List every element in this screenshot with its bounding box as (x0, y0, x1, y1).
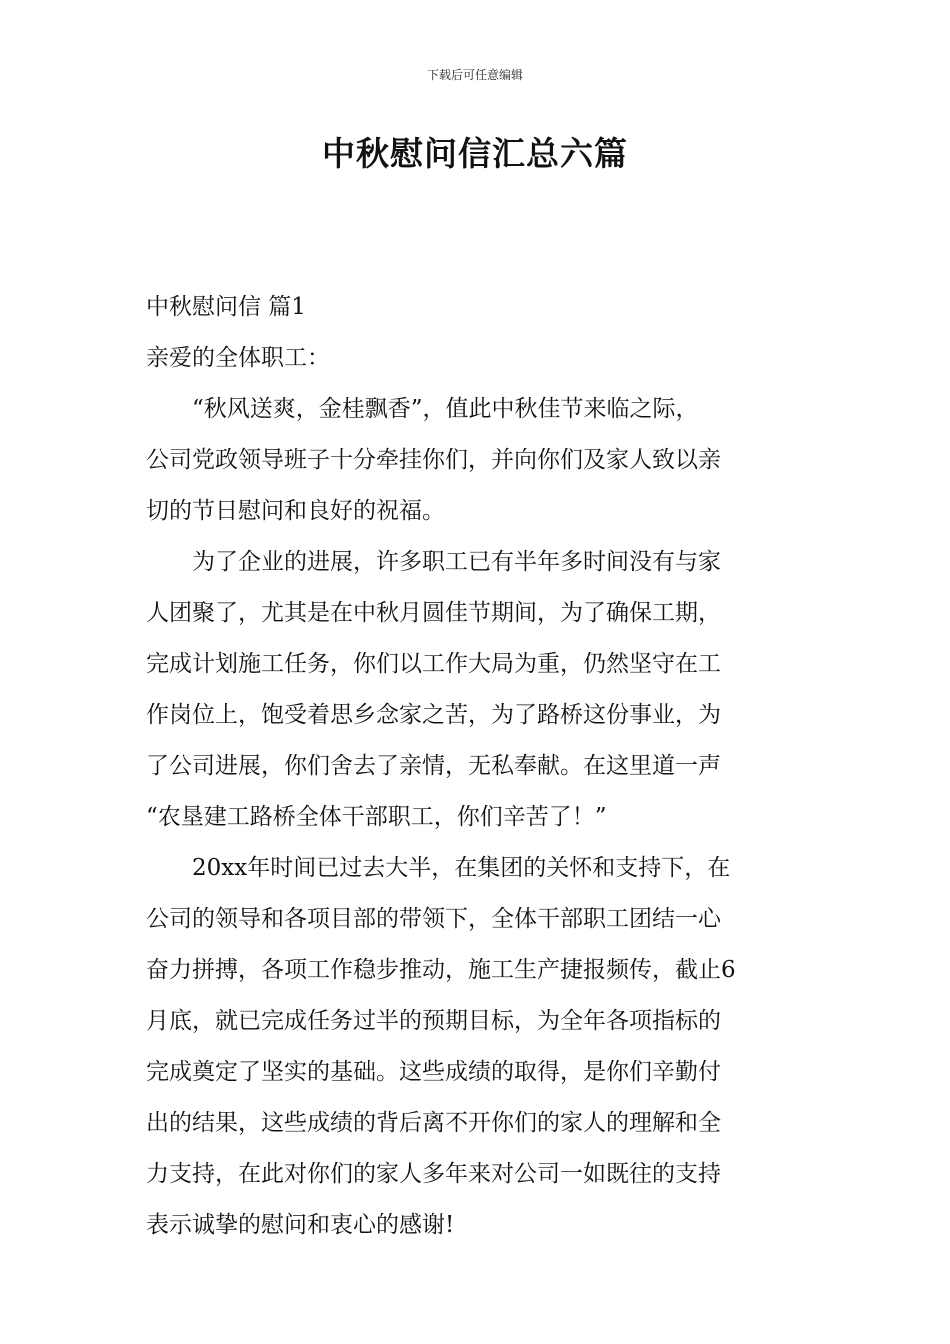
paragraph-2 (146, 537, 808, 843)
paragraph-line: 月底，就已完成任务过半的预期目标，为全年各项指标的 (146, 1008, 721, 1034)
paragraph-line: 公司的领导和各项目部的带领下，全体干部职工团结一心 (146, 906, 721, 932)
header-note: 下载后可任意编辑 (426, 68, 523, 82)
paragraph-1 (146, 384, 808, 537)
document-body (146, 282, 808, 1251)
document-title: 中秋慰问信汇总六篇 (322, 134, 628, 173)
paragraph-line: 奋力拼搏，各项工作稳步推动，施工生产捷报频传，截止6 (146, 957, 736, 983)
paragraph-line: 了公司进展，你们舍去了亲情，无私奉献。在这里道一声 (146, 753, 721, 779)
paragraph-line: 人团聚了，尤其是在中秋月圆佳节期间，为了确保工期， (146, 600, 721, 626)
salutation: 亲爱的全体职工： (146, 345, 330, 371)
paragraph-line: 作岗位上，饱受着思乡念家之苦，为了路桥这份事业，为 (146, 702, 721, 728)
paragraph-line: 为了企业的进展，许多职工已有半年多时间没有与家 (146, 549, 721, 575)
paragraph-line: 完成奠定了坚实的基础。这些成绩的取得，是你们辛勤付 (146, 1059, 721, 1085)
paragraph-line: 切的节日慰问和良好的祝福。 (146, 498, 445, 524)
paragraph-line: 公司党政领导班子十分牵挂你们，并向你们及家人致以亲 (146, 447, 721, 473)
paragraph-line: “秋风送爽，金桂飘香”，值此中秋佳节来临之际， (146, 396, 699, 422)
paragraph-line: 表示诚挚的慰问和衷心的感谢! (146, 1212, 455, 1238)
paragraph-line: 力支持，在此对你们的家人多年来对公司一如既往的支持 (146, 1161, 721, 1187)
paragraph-line: 20xx年时间已过去大半，在集团的关怀和支持下，在 (146, 855, 731, 881)
paragraph-line: 完成计划施工任务，你们以工作大局为重，仍然坚守在工 (146, 651, 721, 677)
paragraph-line: 出的结果，这些成绩的背后离不开你们的家人的理解和全 (146, 1110, 721, 1136)
section-heading: 中秋慰问信 篇1 (146, 294, 306, 320)
paragraph-3 (146, 843, 808, 1251)
paragraph-line: “农垦建工路桥全体干部职工，你们辛苦了！” (146, 804, 607, 830)
